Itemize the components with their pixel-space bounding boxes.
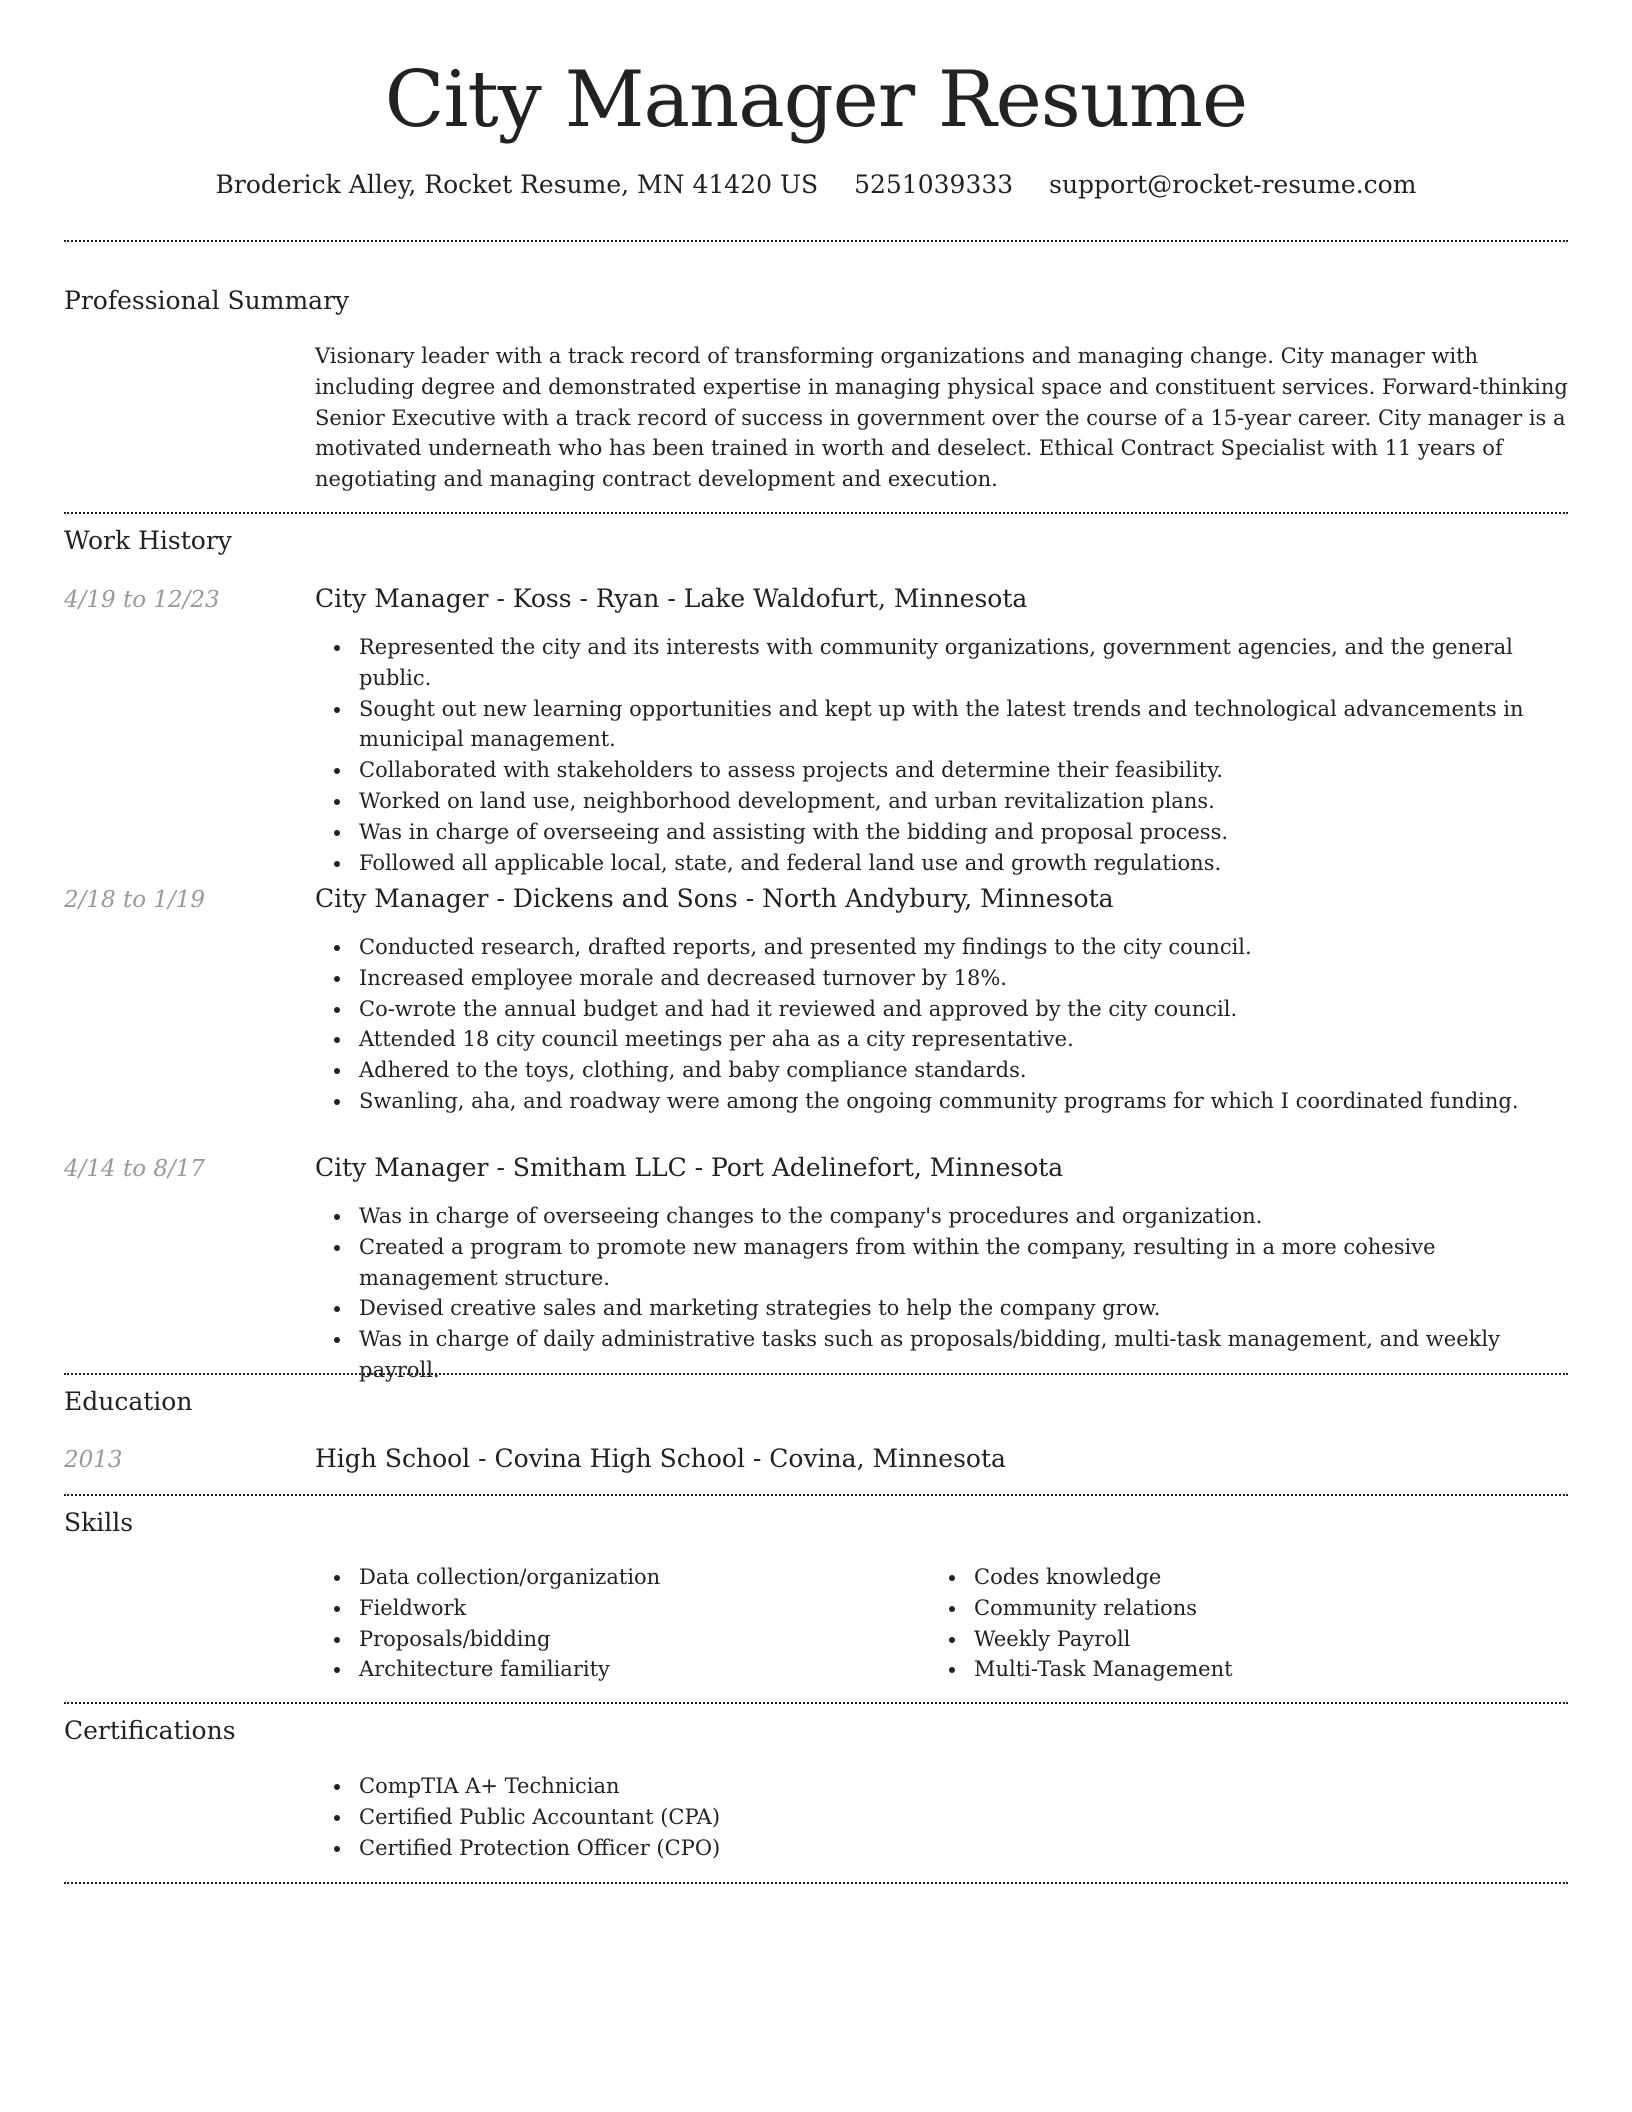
list-item: Multi-Task Management [974,1654,1530,1685]
divider [64,1882,1568,1884]
contact-line [64,168,1568,202]
education-year: 2013 [64,1447,123,1473]
list-item: Weekly Payroll [974,1624,1530,1655]
list-item: Certified Public Accountant (CPA) [359,1802,1568,1833]
divider [64,240,1568,242]
job-bullets [315,632,1568,878]
page-title: City Manager Resume [384,55,1248,145]
list-item: Codes knowledge [974,1562,1530,1593]
list-item: Devised creative sales and marketing strategies to help the company grow. [359,1293,1568,1324]
divider [64,1494,1568,1496]
list-item: Created a program to promote new managers from within the company, resulting in a more cohesive management structure. [359,1232,1568,1294]
section-heading-summary: Professional Summary [64,286,350,315]
list-item: Sought out new learning opportunities and kept up with the latest trends and technological advancements in municipal management. [359,694,1568,756]
list-item: Followed all applicable local, state, and federal land use and growth regulations. [359,848,1568,879]
job-dates: 2/18 to 1/19 [64,887,206,913]
job-bullets [315,1201,1568,1386]
section-heading-certifications: Certifications [64,1716,236,1745]
education-title: High School - Covina High School - Covina, Minnesota [315,1444,1006,1473]
list-item: Worked on land use, neighborhood development, and urban revitalization plans. [359,786,1568,817]
list-item: Conducted research, drafted reports, and presented my findings to the city council. [359,932,1568,963]
list-item: Proposals/bidding [359,1624,915,1655]
list-item: CompTIA A+ Technician [359,1771,1568,1802]
section-heading-skills: Skills [64,1508,134,1537]
skills-list-left [315,1562,915,1685]
list-item: Certified Protection Officer (CPO) [359,1833,1568,1864]
divider [64,1702,1568,1704]
list-item: Architecture familiarity [359,1654,915,1685]
divider [64,512,1568,514]
list-item: Swanling, aha, and roadway were among the ongoing community programs for which I coordinated funding. [359,1086,1568,1117]
list-item: Was in charge of overseeing changes to the company's procedures and organization. [359,1201,1568,1232]
job-dates: 4/14 to 8/17 [64,1156,206,1182]
list-item: Co-wrote the annual budget and had it reviewed and approved by the city council. [359,994,1568,1025]
list-item: Represented the city and its interests with community organizations, government agencies, and the general public. [359,632,1568,694]
list-item: Data collection/organization [359,1562,915,1593]
contact-email: support@rocket-resume.com [1049,170,1417,199]
job-title: City Manager - Smitham LLC - Port Adelinefort, Minnesota [315,1153,1064,1182]
certifications-list [315,1771,1568,1863]
skills-list-right [930,1562,1530,1685]
divider [64,1373,1568,1375]
job-title: City Manager - Dickens and Sons - North Andybury, Minnesota [315,884,1114,913]
list-item: Collaborated with stakeholders to assess projects and determine their feasibility. [359,755,1568,786]
section-heading-work-history: Work History [64,526,232,555]
list-item: Adhered to the toys, clothing, and baby compliance standards. [359,1055,1568,1086]
job-dates: 4/19 to 12/23 [64,587,220,613]
job-bullets [315,932,1568,1117]
job-title: City Manager - Koss - Ryan - Lake Waldofurt, Minnesota [315,584,1028,613]
list-item: Was in charge of overseeing and assisting with the bidding and proposal process. [359,817,1568,848]
summary-text: Visionary leader with a track record of transforming organizations and managing change. City manager with including degree and demonstrated expertise in managing physical space and constituent services. Forward-thinking Senior Executive with a track record of success in government over the course of a 15-year career. City manager is a motivated underneath who has been trained in worth and deselect. Ethical Contract Specialist with 11 years of negotiating and managing contract development and execution. [315,344,1568,492]
section-heading-education: Education [64,1387,193,1416]
list-item: Was in charge of daily administrative tasks such as proposals/bidding, multi-task management, and weekly payroll. [359,1324,1568,1386]
list-item: Increased employee morale and decreased turnover by 18%. [359,963,1568,994]
list-item: Community relations [974,1593,1530,1624]
list-item: Attended 18 city council meetings per aha as a city representative. [359,1024,1568,1055]
list-item: Fieldwork [359,1593,915,1624]
contact-phone: 5251039333 [854,170,1014,199]
contact-address: Broderick Alley, Rocket Resume, MN 41420 US [215,170,819,199]
